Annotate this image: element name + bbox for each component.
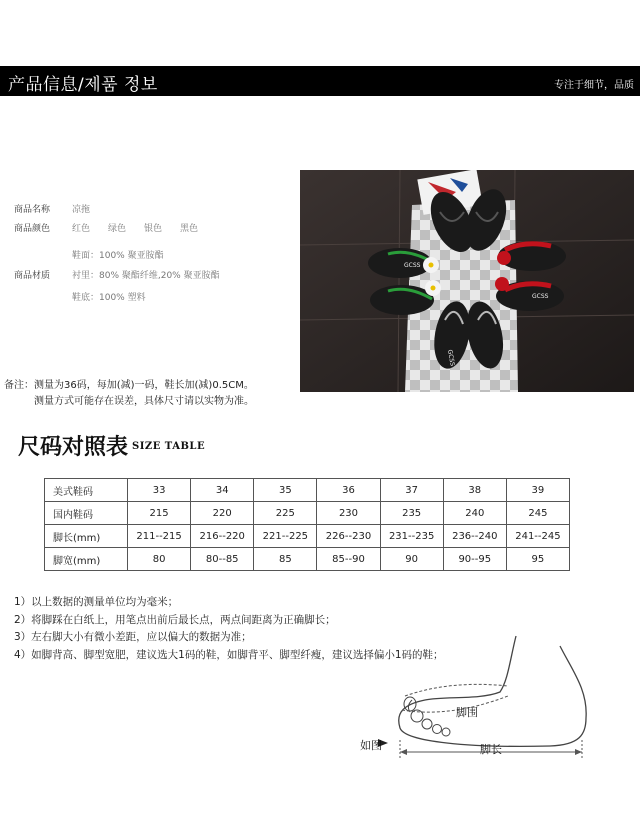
sandals-photo <box>300 170 634 392</box>
note-item: 1）以上数据的测量单位均为毫米； <box>14 596 179 608</box>
foot-girth-label: 脚围 <box>456 706 478 719</box>
table-row <box>45 479 570 502</box>
table-cell: 85 <box>254 548 317 571</box>
brand-mark: GCSS <box>404 262 421 269</box>
table-cell: 211--215 <box>128 525 191 548</box>
product-name-value: 凉拖 <box>72 205 91 215</box>
product-material-row <box>14 268 238 281</box>
table-cell: 216--220 <box>191 525 254 548</box>
size-table-subtitle: SIZE TABLE <box>132 441 206 452</box>
table-cell: 215 <box>128 502 191 525</box>
table-cell: 37 <box>380 479 443 502</box>
foot-length-label: 脚长 <box>480 743 502 756</box>
color-option: 银色 <box>144 224 163 234</box>
material-line: 鞋底：100% 塑料 <box>72 293 146 303</box>
note-item: 3）左右脚大小有微小差距，应以偏大的数据为准； <box>14 631 252 643</box>
note-item: 4）如脚背高、脚型宽肥，建议选大1码的鞋，如脚背平、脚型纤瘦，建议选择偏小1码的鞋； <box>14 648 444 661</box>
material-line: 鞋面：100% 聚亚胺酯 <box>72 251 164 261</box>
table-cell: 236--240 <box>443 525 506 548</box>
table-cell: 38 <box>443 479 506 502</box>
table-cell: 85--90 <box>317 548 380 571</box>
product-name-row <box>14 202 108 215</box>
table-cell: 34 <box>191 479 254 502</box>
table-cell: 220 <box>191 502 254 525</box>
note-line: 测量方式可能存在误差，具体尺寸请以实物为准。 <box>34 396 254 407</box>
table-cell: 36 <box>317 479 380 502</box>
table-cell: 80 <box>128 548 191 571</box>
table-cell: 33 <box>128 479 191 502</box>
table-cell: 241--245 <box>506 525 569 548</box>
row-header: 美式鞋码 <box>45 479 128 502</box>
table-cell: 240 <box>443 502 506 525</box>
row-header: 脚长(mm) <box>45 525 128 548</box>
color-option: 黑色 <box>180 224 199 234</box>
table-cell: 235 <box>380 502 443 525</box>
table-cell: 80--85 <box>191 548 254 571</box>
table-row <box>45 502 570 525</box>
note-item: 2）将脚踩在白纸上，用笔点出前后最长点，两点间距离为正确脚长； <box>14 613 336 626</box>
table-cell: 226--230 <box>317 525 380 548</box>
product-name-label: 商品名称 <box>14 205 51 215</box>
material-line: 衬里：80% 聚酯纤维,20% 聚亚胺酯 <box>72 271 220 281</box>
table-cell: 35 <box>254 479 317 502</box>
note-line: 备注：测量为36码，每加(减)一码，鞋长加(减)0.5CM。 <box>4 380 254 391</box>
size-table <box>44 478 570 571</box>
table-cell: 225 <box>254 502 317 525</box>
table-cell: 231--235 <box>380 525 443 548</box>
brand-mark: GCSS <box>532 293 549 300</box>
table-cell: 221--225 <box>254 525 317 548</box>
table-row <box>45 525 570 548</box>
product-color-row <box>14 221 216 234</box>
header-slogan: 专注于细节，品质 <box>554 80 634 91</box>
table-cell: 39 <box>506 479 569 502</box>
color-option: 红色 <box>72 224 91 234</box>
product-color-label: 商品颜色 <box>14 224 51 234</box>
diagram-example-label: 如图 <box>360 739 382 752</box>
size-table-title: 尺码对照表 <box>18 434 129 460</box>
product-material-label: 商品材质 <box>14 271 51 281</box>
table-cell: 90--95 <box>443 548 506 571</box>
table-cell: 230 <box>317 502 380 525</box>
color-option: 绿色 <box>108 224 127 234</box>
page-title: 产品信息/제품 정보 <box>8 75 158 95</box>
table-cell: 90 <box>380 548 443 571</box>
size-note <box>4 378 254 410</box>
row-header: 脚宽(mm) <box>45 548 128 571</box>
table-cell: 245 <box>506 502 569 525</box>
row-header: 国内鞋码 <box>45 502 128 525</box>
table-cell: 95 <box>506 548 569 571</box>
brand-mark: GCSS <box>446 349 456 367</box>
table-row <box>45 548 570 571</box>
